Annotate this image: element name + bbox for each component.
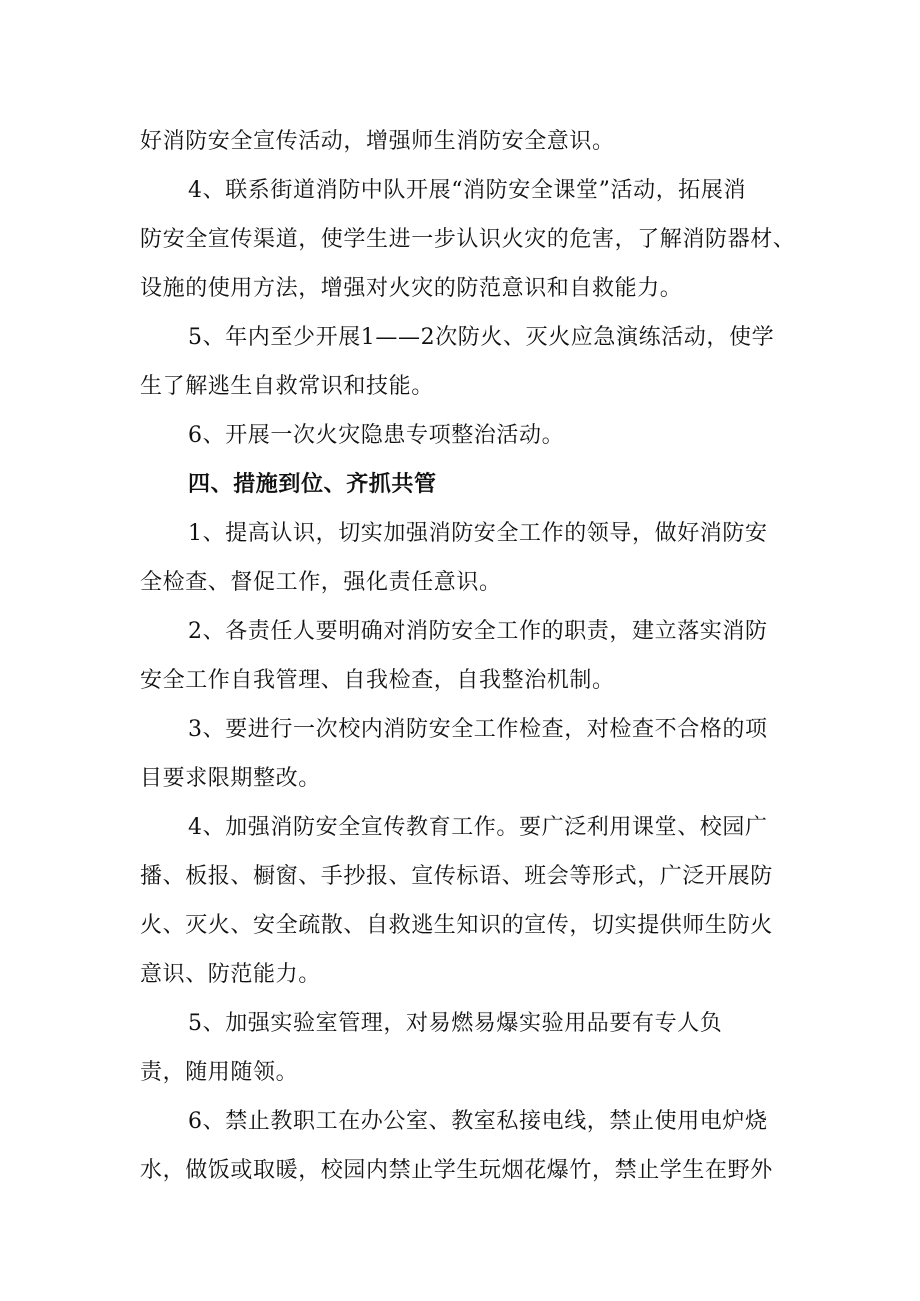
text-line-20: 责，随用随领。: [140, 1060, 299, 1085]
text-line-3: 防安全宣传渠道，使学生进一步认识火灾的危害，了解消防器材、: [140, 227, 796, 252]
text-line-15: 4、加强消防安全宣传教育工作。要广泛利用课堂、校园广: [188, 815, 768, 840]
text-line-13: 3、要进行一次校内消防安全工作检查，对检查不合格的项: [188, 717, 768, 742]
text-line-19: 5、加强实验室管理，对易燃易爆实验用品要有专人负: [188, 1011, 723, 1036]
text-line-4: 设施的使用方法，增强对火灾的防范意识和自救能力。: [140, 276, 683, 301]
text-line-2: 4、联系街道消防中队开展“消防安全课堂”活动，拓展消: [188, 178, 747, 203]
text-line-14: 目要求限期整改。: [140, 766, 321, 791]
text-line-11: 2、各责任人要明确对消防安全工作的职责，建立落实消防: [188, 619, 768, 644]
text-line-21: 6、禁止教职工在办公室、教室私接电线，禁止使用电炉烧: [188, 1109, 768, 1134]
text-line-18: 意识、防范能力。: [140, 962, 321, 987]
text-line-12: 安全工作自我管理、自我检查，自我整治机制。: [140, 668, 615, 693]
text-line-7: 6、开展一次火灾隐患专项整治活动。: [188, 423, 565, 448]
text-line-16: 播、板报、橱窗、手抄报、宣传标语、班会等形式，广泛开展防: [140, 864, 773, 889]
text-line-17: 火、灭火、安全疏散、自救逃生知识的宣传，切实提供师生防火: [140, 913, 773, 938]
section-heading: 四、措施到位、齐抓共管: [188, 472, 437, 497]
text-line-9: 1、提高认识，切实加强消防安全工作的领导，做好消防安: [188, 521, 768, 546]
text-line-5: 5、年内至少开展1——2次防火、灭火应急演练活动，使学: [188, 325, 775, 350]
text-line-6: 生了解逃生自救常识和技能。: [140, 374, 434, 399]
text-line-22: 水，做饭或取暖，校园内禁止学生玩烟花爆竹，禁止学生在野外: [140, 1158, 773, 1183]
text-line-10: 全检查、督促工作，强化责任意识。: [140, 570, 502, 595]
text-line-1: 好消防安全宣传活动，增强师生消防安全意识。: [140, 129, 615, 154]
